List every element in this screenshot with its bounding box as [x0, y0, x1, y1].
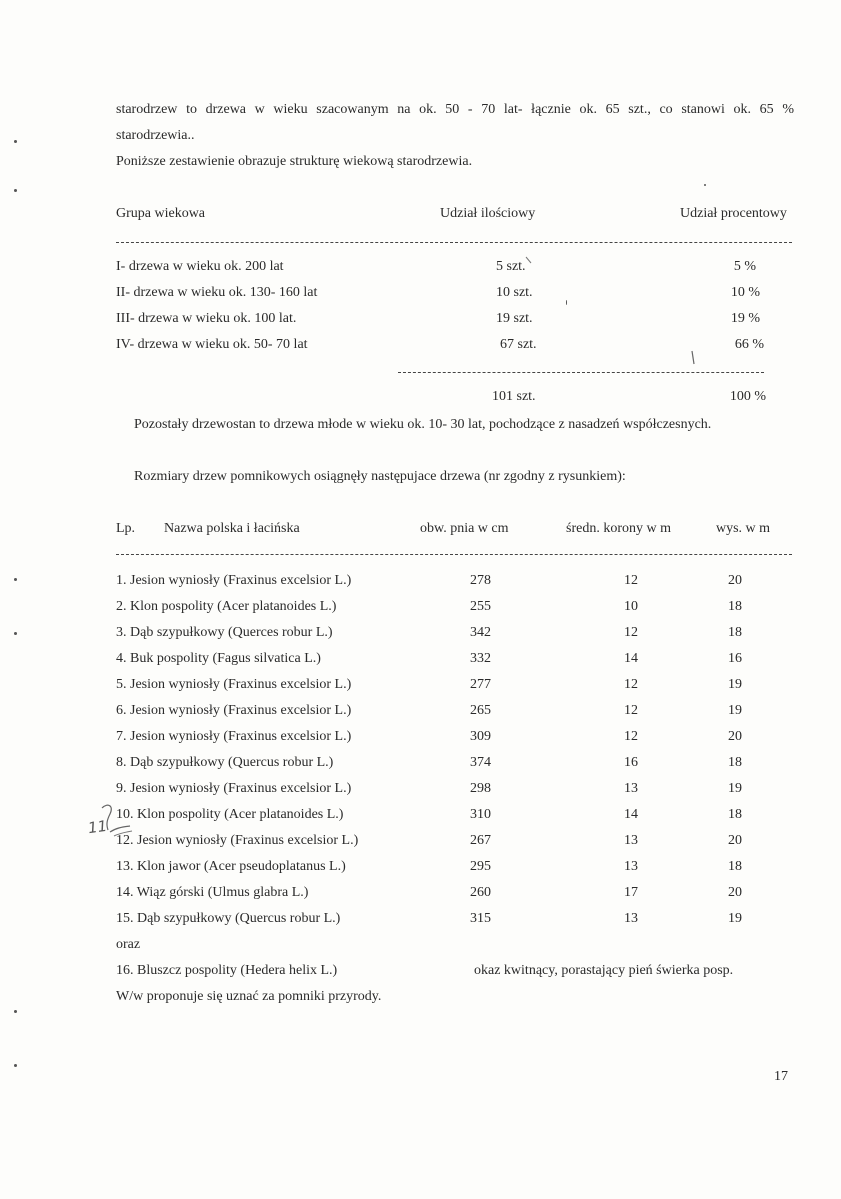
- scan-speck: [14, 578, 17, 581]
- tree-name: 15. Dąb szypułkowy (Quercus robur L.): [116, 911, 341, 926]
- tree-header-rule: [116, 554, 792, 555]
- scan-mark: [524, 256, 534, 266]
- tree-header-lp: Lp.: [116, 521, 136, 536]
- tree-name: 6. Jesion wyniosły (Fraxinus excelsior L.): [116, 703, 352, 718]
- tree-circumference: 278: [470, 573, 491, 588]
- age-row-percent: 66 %: [734, 337, 764, 352]
- scan-speck: [14, 189, 17, 192]
- page-number: 17: [774, 1069, 788, 1084]
- tree-crown: 12: [624, 703, 638, 718]
- tree-name: 14. Wiąz górski (Ulmus glabra L.): [116, 885, 309, 900]
- tree-crown: 10: [624, 599, 638, 614]
- tree-name: 9. Jesion wyniosły (Fraxinus excelsior L.): [116, 781, 352, 796]
- age-header-count: Udział ilościowy: [440, 206, 536, 221]
- tree-height: 19: [728, 781, 742, 796]
- age-row-percent: 5 %: [733, 259, 756, 274]
- scan-speck: [566, 300, 567, 305]
- age-header-percent: Udział procentowy: [680, 206, 787, 221]
- tree-height: 18: [728, 859, 742, 874]
- tree-height: 18: [728, 625, 742, 640]
- tree-height: 18: [728, 599, 742, 614]
- tree-height: 19: [728, 911, 742, 926]
- tree-circumference: 267: [470, 833, 491, 848]
- tree-crown: 12: [624, 729, 638, 744]
- tree-circumference: 310: [470, 807, 491, 822]
- tree-height: 20: [728, 885, 742, 900]
- tree-circumference: 298: [470, 781, 491, 796]
- age-row-group: IV- drzewa w wieku ok. 50- 70 lat: [116, 337, 308, 352]
- tree-name: 12. Jesion wyniosły (Fraxinus excelsior L.): [116, 833, 359, 848]
- intro-line-2: starodrzewia..: [116, 128, 195, 143]
- age-row-percent: 19 %: [730, 311, 760, 326]
- tree-circumference: 265: [470, 703, 491, 718]
- age-row-group: II- drzewa w wieku ok. 130- 160 lat: [116, 285, 318, 300]
- tree-height: 19: [728, 703, 742, 718]
- tree-name: 10. Klon pospolity (Acer platanoides L.): [116, 807, 344, 822]
- tree-circumference: 332: [470, 651, 491, 666]
- age-header-rule: [116, 242, 792, 243]
- tree-crown: 17: [624, 885, 638, 900]
- tree-header-crown: średn. korony w m: [566, 521, 671, 536]
- tree-header-height: wys. w m: [716, 521, 771, 536]
- monuments-intro: Rozmiary drzew pomnikowych osiągnęły następujace drzewa (nr zgodny z rysunkiem):: [134, 469, 626, 484]
- tree-crown: 13: [624, 859, 638, 874]
- tree-circumference: 277: [470, 677, 491, 692]
- tree-name: 2. Klon pospolity (Acer platanoides L.): [116, 599, 337, 614]
- intro-line-3: Poniższe zestawienie obrazuje strukturę wiekową starodrzewia.: [116, 154, 473, 169]
- remaining-stand-text: Pozostały drzewostan to drzewa młode w wieku ok. 10- 30 lat, pochodzące z nasadzeń współczesnych.: [134, 417, 712, 432]
- tree-name: 3. Dąb szypułkowy (Querces robur L.): [116, 625, 333, 640]
- tree-circumference: 295: [470, 859, 491, 874]
- scan-speck: [14, 632, 17, 635]
- closing-text: W/w proponuje się uznać za pomniki przyrody.: [116, 989, 382, 1004]
- age-row-group: III- drzewa w wieku ok. 100 lat.: [116, 311, 297, 326]
- tree-circumference: 315: [470, 911, 491, 926]
- tree-name: 5. Jesion wyniosły (Fraxinus excelsior L.): [116, 677, 352, 692]
- tree-circumference: 342: [470, 625, 491, 640]
- tree-circumference: 260: [470, 885, 491, 900]
- age-row-percent: 10 %: [730, 285, 760, 300]
- tree-crown: 13: [624, 911, 638, 926]
- age-row-count: 19 szt.: [496, 311, 533, 326]
- handwritten-note: 11: [86, 816, 109, 838]
- age-header-group: Grupa wiekowa: [116, 206, 206, 221]
- tree-name: 4. Buk pospolity (Fagus silvatica L.): [116, 651, 321, 666]
- tree-height: 20: [728, 573, 742, 588]
- age-row-count: 67 szt.: [500, 337, 537, 352]
- oraz-text: oraz: [116, 937, 141, 952]
- tree-circumference: 255: [470, 599, 491, 614]
- tree-height: 19: [728, 677, 742, 692]
- age-total-count: 101 szt.: [492, 389, 536, 404]
- tree-crown: 12: [624, 677, 638, 692]
- tree-crown: 13: [624, 833, 638, 848]
- ivy-note: okaz kwitnący, porastający pień świerka posp.: [474, 963, 734, 978]
- tree-name: 13. Klon jawor (Acer pseudoplatanus L.): [116, 859, 346, 874]
- tree-header-circ: obw. pnia w cm: [420, 521, 509, 536]
- scan-mark: [688, 350, 698, 366]
- tree-height: 16: [728, 651, 742, 666]
- scan-speck: [704, 184, 706, 186]
- tree-crown: 14: [624, 807, 638, 822]
- tree-crown: 12: [624, 573, 638, 588]
- tree-circumference: 374: [470, 755, 491, 770]
- tree-crown: 16: [624, 755, 638, 770]
- tree-crown: 12: [624, 625, 638, 640]
- age-total-percent: 100 %: [729, 389, 766, 404]
- handwritten-mark-icon: [96, 800, 136, 840]
- scan-speck: [14, 1010, 17, 1013]
- tree-height: 18: [728, 755, 742, 770]
- tree-header-name: Nazwa polska i łacińska: [164, 521, 300, 536]
- ivy-name: 16. Bluszcz pospolity (Hedera helix L.): [116, 963, 338, 978]
- tree-height: 18: [728, 807, 742, 822]
- scan-speck: [14, 140, 17, 143]
- tree-crown: 13: [624, 781, 638, 796]
- tree-height: 20: [728, 833, 742, 848]
- tree-circumference: 309: [470, 729, 491, 744]
- tree-name: 7. Jesion wyniosły (Fraxinus excelsior L.): [116, 729, 352, 744]
- age-row-count: 5 szt.: [496, 259, 526, 274]
- intro-line-1: starodrzew to drzewa w wieku szacowanym na ok. 50 - 70 lat- łącznie ok. 65 szt., co stanowi ok. 65 %: [116, 102, 794, 117]
- tree-height: 20: [728, 729, 742, 744]
- tree-name: 1. Jesion wyniosły (Fraxinus excelsior L.): [116, 573, 352, 588]
- scan-speck: [14, 1064, 17, 1067]
- tree-crown: 14: [624, 651, 638, 666]
- age-total-rule: [398, 372, 764, 373]
- age-row-count: 10 szt.: [496, 285, 533, 300]
- tree-name: 8. Dąb szypułkowy (Quercus robur L.): [116, 755, 334, 770]
- age-row-group: I- drzewa w wieku ok. 200 lat: [116, 259, 284, 274]
